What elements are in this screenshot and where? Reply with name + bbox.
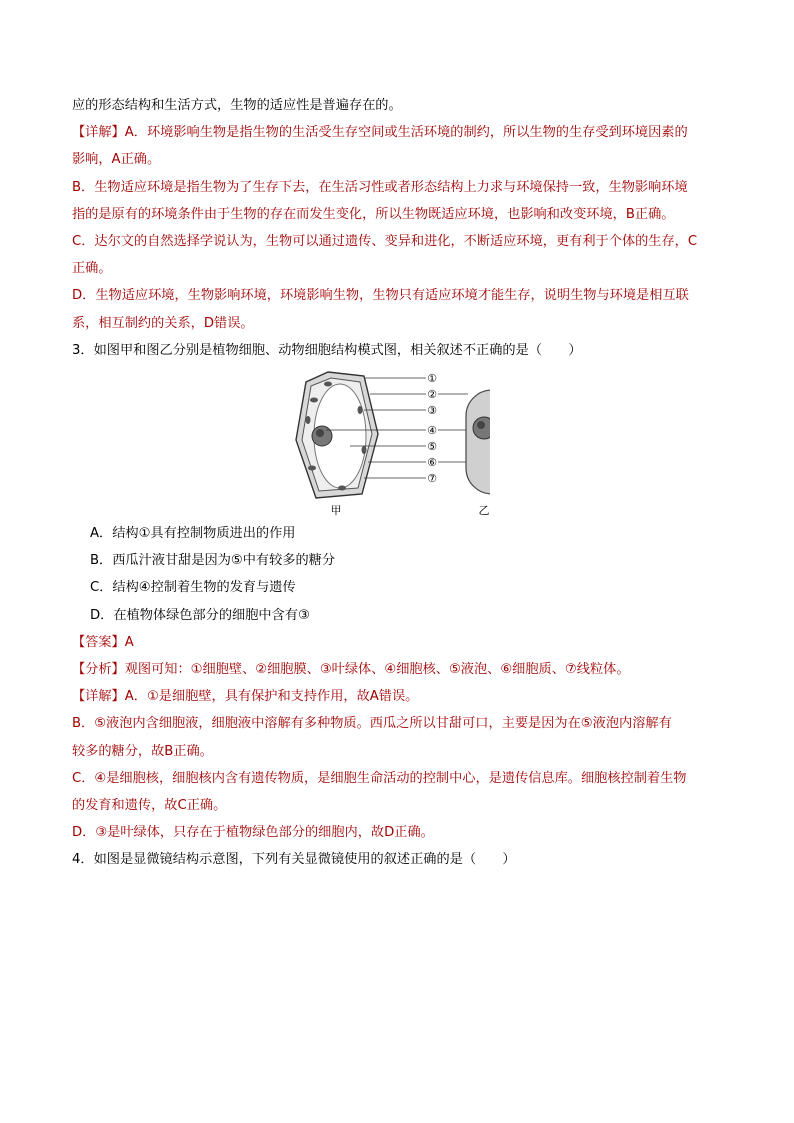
text-line: [72, 656, 737, 683]
text-span: B．生物适应环境是指生物为了生存下去，在生活习性或者形态结构上力求与环境保持一致，生物影响环境: [72, 179, 688, 195]
text-line: [72, 710, 737, 737]
caption-yi: 乙: [478, 504, 490, 518]
label-1: ①: [427, 372, 437, 386]
text-line: [72, 201, 737, 228]
text-line: [72, 337, 737, 364]
label-3: ③: [427, 404, 437, 418]
text-span: B．⑤液泡内含细胞液，细胞液中溶解有多种物质。西瓜之所以甘甜可口，主要是因为在⑤液泡内溶解有: [72, 716, 672, 732]
answer-text-block: [72, 629, 737, 874]
text-line: [72, 792, 737, 819]
text-line: [72, 146, 737, 173]
text-span: A．环境影响生物是指生物的生活受生存空间或生活环境的制约，所以生物的生存受到环境因素的: [124, 125, 688, 141]
text-line: [72, 846, 737, 873]
cell-diagram: [280, 370, 490, 518]
option-b: B．西瓜汁液甘甜是因为⑤中有较多的糖分: [90, 553, 336, 569]
text-line: [72, 119, 737, 146]
text-line: [72, 819, 737, 846]
explanation-text-block: [72, 92, 737, 364]
text-line: [72, 738, 737, 765]
text-span: 观图可知：①细胞壁、②细胞膜、③叶绿体、④细胞核、⑤液泡、⑥细胞质、⑦线粒体。: [124, 662, 630, 678]
text-line: [72, 765, 737, 792]
text-line: [72, 255, 737, 282]
text-span: 【详解】: [72, 125, 125, 141]
label-7: ⑦: [427, 472, 437, 486]
label-6: ⑥: [427, 456, 437, 470]
text-span: 4．如图是显微镜结构示意图，下列有关显微镜使用的叙述正确的是（ ）: [72, 852, 516, 868]
text-line: [72, 683, 737, 710]
document-page: [72, 92, 737, 874]
option-c: C．结构④控制着生物的发育与遗传: [90, 580, 296, 596]
text-span: 【详解】: [72, 689, 125, 705]
text-span: 【分析】: [72, 662, 125, 678]
caption-jia: 甲: [330, 504, 342, 518]
option-d: D．在植物体绿色部分的细胞中含有③: [90, 607, 310, 623]
text-line: [72, 174, 737, 201]
plant-cell: [296, 372, 378, 498]
text-span: D．生物适应环境，生物影响环境，环境影响生物，生物只有适应环境才能生存，说明生物与环境是相互联: [72, 288, 689, 304]
structure-labels: [427, 372, 437, 485]
text-line: [72, 629, 737, 656]
label-4: ④: [427, 424, 437, 438]
text-span: 3．如图甲和图乙分别是植物细胞、动物细胞结构模式图，相关叙述不正确的是（ ）: [72, 342, 582, 358]
cell-structure-figure: [72, 364, 737, 520]
text-line: [72, 310, 737, 337]
text-span: 的发育和遗传，故C正确。: [72, 798, 227, 814]
text-span: D．③是叶绿体，只存在于植物绿色部分的细胞内，故D正确。: [72, 825, 434, 841]
text-span: 系，相互制约的关系，D错误。: [72, 315, 254, 331]
options-list: [72, 520, 737, 629]
text-span: C．④是细胞核，细胞核内含有遗传物质，是细胞生命活动的控制中心，是遗传信息库。细胞核控制着生物: [72, 770, 687, 786]
text-line: [72, 92, 737, 119]
text-span: 较多的糖分，故B正确。: [72, 743, 213, 759]
label-2: ②: [427, 388, 437, 402]
text-span: 影响，A正确。: [72, 152, 161, 168]
animal-cell: [466, 390, 490, 494]
text-span: C．达尔文的自然选择学说认为，生物可以通过遗传、变异和进化，不断适应环境，更有利于个体的生存，C: [72, 234, 698, 250]
option-a: A．结构①具有控制物质进出的作用: [90, 526, 296, 542]
text-span: 正确。: [72, 261, 112, 277]
text-span: 【答案】A: [72, 634, 134, 650]
text-span: A．①是细胞壁，具有保护和支持作用，故A错误。: [124, 689, 419, 705]
text-line: [72, 228, 737, 255]
text-line: [72, 282, 737, 309]
text-span: 指的是原有的环境条件由于生物的存在而发生变化，所以生物既适应环境，也影响和改变环境，B正确。: [72, 206, 675, 222]
label-5: ⑤: [427, 440, 437, 454]
text-span: 应的形态结构和生活方式，生物的适应性是普遍存在的。: [72, 98, 402, 113]
